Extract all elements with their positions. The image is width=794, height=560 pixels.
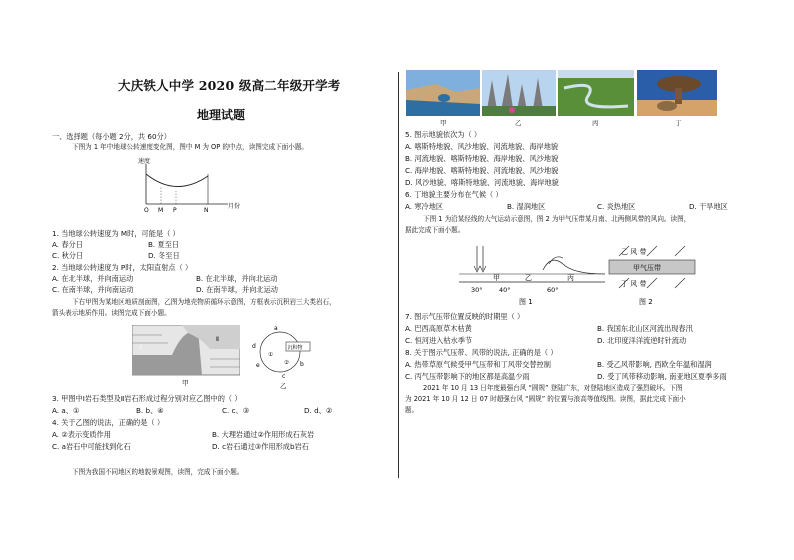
- q6-option-a[interactable]: A. 寒冷地区: [405, 202, 444, 211]
- question-3: 3. 甲图中Ⅰ岩石类型及Ⅱ岩石形成过程分别对应乙图中的（ ）: [52, 394, 242, 403]
- node-a: a: [274, 325, 278, 332]
- q5-option-c[interactable]: C. 海岸地貌、喀斯特地貌、河流地貌、风沙地貌: [405, 166, 559, 175]
- intro-text-5b: 为 2021 年 10 月 12 日 07 时超强台风 “圆规” 的位置与浪高等值线图。读图，据此完成下面小: [405, 395, 686, 403]
- q4-option-b[interactable]: B. 大理岩通过②作用形成石灰岩: [212, 430, 315, 439]
- photo-label-ding: 丁: [675, 119, 682, 127]
- lat-30: 30°: [471, 286, 483, 294]
- question-8: 8. 关于图示气压带、风带的说法, 正确的是（ ）: [405, 348, 558, 357]
- pressure-belt-figure-2: [607, 240, 697, 308]
- q1-option-a[interactable]: A. 春分日: [52, 240, 83, 249]
- y-axis-label: 速度: [138, 158, 151, 165]
- q6-option-d[interactable]: D. 干旱地区: [689, 202, 728, 211]
- tick-n: N: [204, 207, 209, 214]
- photo-label-yi: 乙: [515, 119, 522, 127]
- label-jia: 甲: [182, 379, 189, 387]
- pressure-belt-label: 甲气压带: [633, 264, 661, 272]
- process-1: ①: [268, 352, 273, 358]
- label-bing-fig1: 丙: [567, 274, 574, 282]
- photo-ding: [637, 70, 717, 116]
- q2-option-d[interactable]: D. 在南半球，并向北运动: [196, 285, 278, 294]
- photo-jia: [406, 70, 480, 116]
- q5-option-a[interactable]: A. 喀斯特地貌、风沙地貌、河流地貌、海岸地貌: [405, 142, 559, 151]
- q4-option-a[interactable]: A. ②表示变质作用: [52, 430, 111, 439]
- q3-option-c[interactable]: C. c、③: [222, 406, 250, 415]
- intro-text-4a: 下图 1 为沿某经线的大气运动示意图，图 2 为甲气压带某月南、北两侧风带的风向。读图，: [423, 215, 691, 223]
- q5-option-d[interactable]: D. 风沙地貌、喀斯特地貌、河流地貌、海岸地貌: [405, 178, 559, 187]
- lat-40: 40°: [499, 286, 511, 294]
- q8-option-d[interactable]: D. 受丁风带移动影响, 南亚地区夏季多雨: [597, 372, 727, 381]
- question-4: 4. 关于乙图的说法，正确的是（ ）: [52, 418, 165, 427]
- intro-text: 下图为 1 年中地球公转速度变化图，图中 M 为 OP 的中点，读图完成下面小题。: [72, 143, 309, 151]
- page-subtitle: 地理试题: [197, 108, 246, 122]
- q3-option-b[interactable]: B. b、④: [136, 406, 164, 415]
- q2-option-b[interactable]: B. 在北半球，并向北运动: [196, 274, 278, 283]
- question-5: 5. 图示地貌依次为（ ）: [405, 130, 482, 139]
- process-2: ②: [284, 360, 289, 366]
- wind-belt-ding: 丁 风 带: [621, 280, 647, 288]
- intro-text-5a: 2021 年 10 月 13 日年度最强台风 “圆规” 登陆广东，对登陆地区造成了强烈破坏。下图: [423, 384, 683, 392]
- geologic-section-figure: [132, 325, 240, 387]
- question-2: 2. 当地球公转速度为 P时，太阳直射点（ ）: [52, 263, 193, 272]
- sediment-box-label: 沉积物: [287, 345, 303, 351]
- node-d: d: [252, 343, 256, 350]
- rock-cycle-figure: [246, 322, 316, 390]
- intro-text-4b: 据此完成下面小题。: [405, 226, 465, 234]
- label-jia-fig1: 甲: [493, 274, 500, 282]
- q8-option-c[interactable]: C. 丙气压带影响下的地区都是高温少雨: [405, 372, 530, 381]
- atmosphere-figure-1: [455, 240, 605, 308]
- q2-option-c[interactable]: C. 在南半球，并向南运动: [52, 285, 134, 294]
- q7-option-b[interactable]: B. 我国东北山区河流出现春汛: [597, 324, 693, 333]
- intro-text-5c: 题。: [405, 406, 419, 414]
- node-c: c: [282, 373, 286, 380]
- page-title: 大庆铁人中学 2020 级高二年级开学考: [118, 78, 341, 93]
- q1-option-d[interactable]: D. 冬至日: [148, 251, 180, 260]
- q7-option-c[interactable]: C. 恒河进入枯水季节: [405, 336, 473, 345]
- fig1-caption: 图 1: [519, 298, 533, 306]
- photo-label-jia: 甲: [440, 119, 447, 127]
- section-heading: 一、选择题（每小题 2分，共 60分）: [52, 132, 171, 141]
- q6-option-b[interactable]: B. 湿润地区: [507, 202, 546, 211]
- svg-text:Ⅱ: Ⅱ: [216, 336, 219, 343]
- photo-label-bing: 丙: [592, 119, 599, 127]
- fig2-caption: 图 2: [639, 298, 653, 306]
- intro-text-2b: 箭头表示地质作用。读图完成下面小题。: [52, 309, 171, 317]
- x-axis-label: 月份: [228, 203, 241, 210]
- q7-option-a[interactable]: A. 巴西高原草木枯黄: [405, 324, 472, 333]
- question-1: 1. 当地球公转速度为 M时，可能是（ ）: [52, 229, 180, 238]
- q8-option-b[interactable]: B. 受乙风带影响, 西欧全年温和湿润: [597, 360, 712, 369]
- photo-yi: [482, 70, 556, 116]
- q1-option-b[interactable]: B. 夏至日: [148, 240, 180, 249]
- column-divider: [398, 72, 399, 478]
- q3-option-d[interactable]: D. d、②: [304, 406, 333, 415]
- node-b: b: [300, 361, 304, 368]
- wind-belt-yi: 乙 风 带: [621, 248, 647, 256]
- node-e: e: [256, 362, 260, 369]
- svg-text:Ⅰ: Ⅰ: [140, 344, 142, 351]
- photo-bing: [558, 70, 634, 116]
- label-yi: 乙: [280, 382, 287, 390]
- tick-p: P: [173, 207, 177, 214]
- q5-option-b[interactable]: B. 河流地貌、喀斯特地貌、海岸地貌、风沙地貌: [405, 154, 559, 163]
- question-6: 6. 丁地貌主要分布在气候（ ）: [405, 190, 503, 199]
- q3-option-a[interactable]: A. a、①: [52, 406, 80, 415]
- tick-m: M: [158, 207, 164, 214]
- q6-option-c[interactable]: C. 炎热地区: [597, 202, 636, 211]
- label-yi-fig1: 乙: [525, 274, 532, 282]
- tick-o: O: [144, 207, 149, 214]
- q4-option-c[interactable]: C. a岩石中可能找到化石: [52, 442, 131, 451]
- lat-60: 60°: [547, 286, 559, 294]
- q1-option-c[interactable]: C. 秋分日: [52, 251, 84, 260]
- q2-option-a[interactable]: A. 在北半球，并向南运动: [52, 274, 134, 283]
- q7-option-d[interactable]: D. 北印度洋洋流逆时针流动: [597, 336, 687, 345]
- orbit-speed-figure: [132, 156, 242, 216]
- q8-option-a[interactable]: A. 热带草原气候受甲气压带和丁风带交替控制: [405, 360, 551, 369]
- q4-option-d[interactable]: D. c岩石通过③作用形成b岩石: [212, 442, 309, 451]
- intro-text-2a: 下右甲图为某地区地质剖面图，乙图为地壳物质循环示意图，方框表示沉积岩三大类岩石，: [72, 298, 336, 306]
- intro-text-3: 下图为我国不同地区的地貌景观图，读图，完成下面小题。: [72, 468, 244, 476]
- right-column: [401, 0, 794, 560]
- left-column: [0, 0, 396, 560]
- question-7: 7. 图示气压带位置反映的时期里（ ）: [405, 312, 525, 321]
